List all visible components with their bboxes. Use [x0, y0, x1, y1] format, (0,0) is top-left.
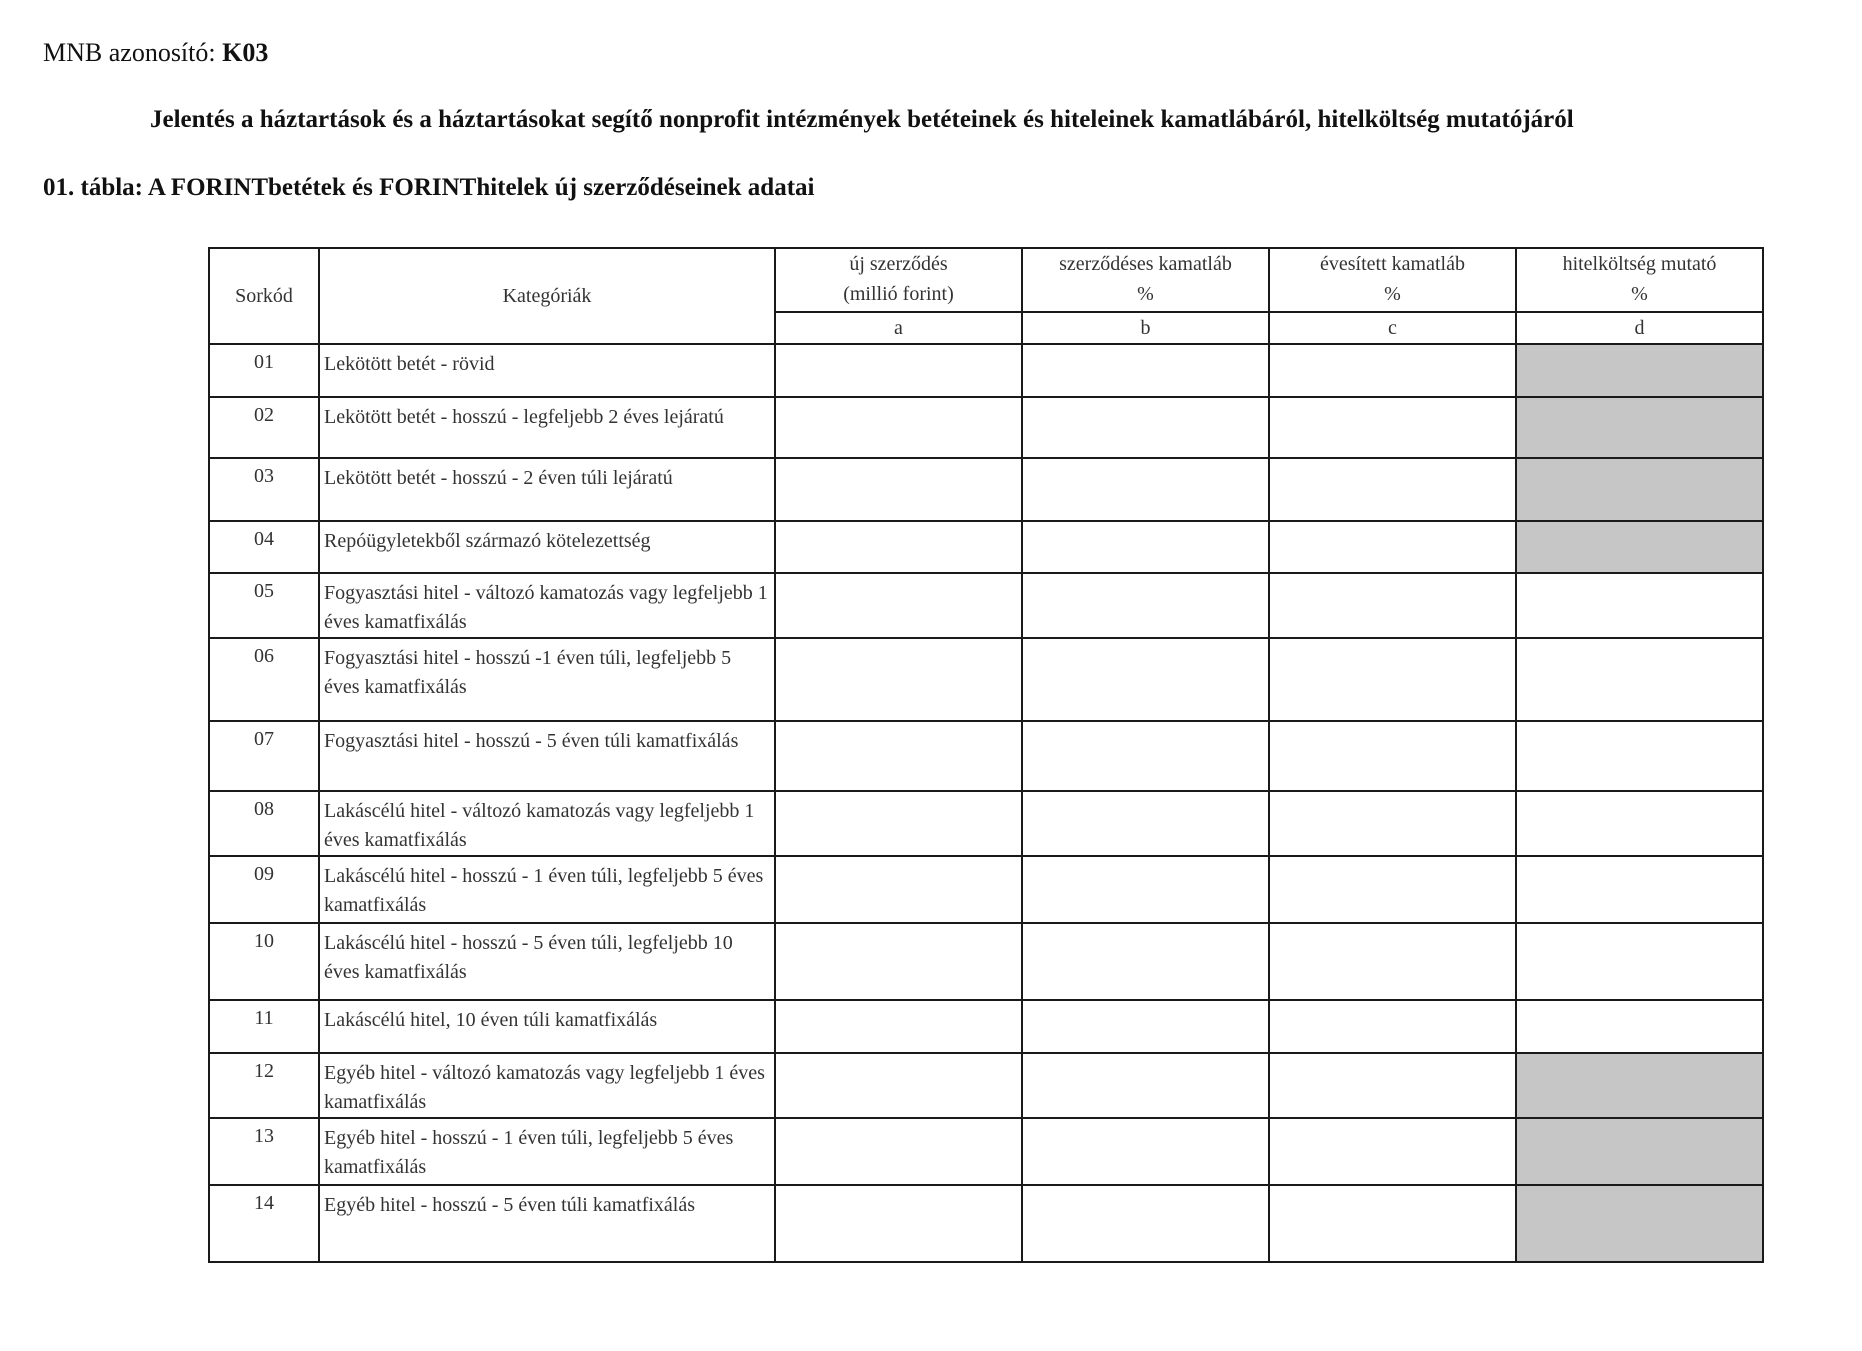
row-category: Egyéb hitel - hosszú - 5 éven túli kamatfixálás: [319, 1185, 775, 1262]
row-category: Lekötött betét - hosszú - legfeljebb 2 éves lejáratú: [319, 397, 775, 458]
column-letter-d: d: [1516, 312, 1763, 344]
table-row: [209, 573, 1763, 638]
input-cell-b[interactable]: [1022, 521, 1269, 573]
header-col-c-line1: évesített kamatláb: [1320, 253, 1465, 275]
row-category: Fogyasztási hitel - változó kamatozás vagy legfeljebb 1 éves kamatfixálás: [319, 573, 775, 638]
shaded-cell-d: [1516, 397, 1763, 458]
mnb-identifier: [43, 38, 268, 68]
input-cell-a[interactable]: [775, 791, 1022, 856]
input-cell-d[interactable]: [1516, 923, 1763, 1000]
table-row: [209, 1185, 1763, 1262]
input-cell-b[interactable]: [1022, 1053, 1269, 1118]
header-col-c-line2: %: [1384, 283, 1401, 305]
input-cell-c[interactable]: [1269, 1185, 1516, 1262]
input-cell-c[interactable]: [1269, 573, 1516, 638]
table-row: [209, 1000, 1763, 1053]
row-category: Lekötött betét - hosszú - 2 éven túli lejáratú: [319, 458, 775, 521]
column-letter-b: b: [1022, 312, 1269, 344]
header-col-d-line2: %: [1631, 283, 1648, 305]
input-cell-b[interactable]: [1022, 721, 1269, 791]
input-cell-c[interactable]: [1269, 923, 1516, 1000]
input-cell-c[interactable]: [1269, 638, 1516, 721]
input-cell-d[interactable]: [1516, 1000, 1763, 1053]
input-cell-a[interactable]: [775, 573, 1022, 638]
table-row: [209, 1053, 1763, 1118]
header-sorkod: Sorkód: [209, 248, 319, 344]
header-col-a-line1: új szerződés: [849, 253, 948, 275]
input-cell-a[interactable]: [775, 1053, 1022, 1118]
input-cell-c[interactable]: [1269, 791, 1516, 856]
input-cell-c[interactable]: [1269, 1000, 1516, 1053]
row-code: 08: [209, 791, 319, 856]
input-cell-c[interactable]: [1269, 344, 1516, 397]
column-letter-c: c: [1269, 312, 1516, 344]
input-cell-a[interactable]: [775, 397, 1022, 458]
table-row: [209, 344, 1763, 397]
shaded-cell-d: [1516, 521, 1763, 573]
row-code: 01: [209, 344, 319, 397]
row-category: Lakáscélú hitel - hosszú - 5 éven túli, legfeljebb 10 éves kamatfixálás: [319, 923, 775, 1000]
table-row: [209, 1118, 1763, 1185]
row-code: 06: [209, 638, 319, 721]
table-row: [209, 521, 1763, 573]
input-cell-a[interactable]: [775, 521, 1022, 573]
mnb-label: MNB azonosító:: [43, 38, 216, 67]
input-cell-b[interactable]: [1022, 923, 1269, 1000]
input-cell-a[interactable]: [775, 1000, 1022, 1053]
table-row: [209, 856, 1763, 923]
input-cell-a[interactable]: [775, 856, 1022, 923]
row-category: Lakáscélú hitel - hosszú - 1 éven túli, legfeljebb 5 éves kamatfixálás: [319, 856, 775, 923]
input-cell-c[interactable]: [1269, 397, 1516, 458]
input-cell-a[interactable]: [775, 1185, 1022, 1262]
input-cell-d[interactable]: [1516, 856, 1763, 923]
shaded-cell-d: [1516, 1185, 1763, 1262]
input-cell-d[interactable]: [1516, 638, 1763, 721]
shaded-cell-d: [1516, 1053, 1763, 1118]
input-cell-c[interactable]: [1269, 1053, 1516, 1118]
row-code: 11: [209, 1000, 319, 1053]
table-row: [209, 458, 1763, 521]
row-category: Lakáscélú hitel, 10 éven túli kamatfixálás: [319, 1000, 775, 1053]
row-code: 04: [209, 521, 319, 573]
input-cell-b[interactable]: [1022, 856, 1269, 923]
header-col-b-line1: szerződéses kamatláb: [1059, 253, 1232, 275]
input-cell-b[interactable]: [1022, 1118, 1269, 1185]
row-code: 13: [209, 1118, 319, 1185]
input-cell-a[interactable]: [775, 344, 1022, 397]
header-col-d: [1516, 248, 1763, 312]
row-category: Egyéb hitel - hosszú - 1 éven túli, legfeljebb 5 éves kamatfixálás: [319, 1118, 775, 1185]
table-row: [209, 397, 1763, 458]
shaded-cell-d: [1516, 1118, 1763, 1185]
table-row: [209, 791, 1763, 856]
input-cell-b[interactable]: [1022, 638, 1269, 721]
header-row: [209, 248, 1763, 312]
input-cell-a[interactable]: [775, 923, 1022, 1000]
row-code: 12: [209, 1053, 319, 1118]
input-cell-d[interactable]: [1516, 791, 1763, 856]
row-category: Repóügyletekből származó kötelezettség: [319, 521, 775, 573]
input-cell-c[interactable]: [1269, 1118, 1516, 1185]
input-cell-b[interactable]: [1022, 573, 1269, 638]
input-cell-b[interactable]: [1022, 1185, 1269, 1262]
row-category: Lakáscélú hitel - változó kamatozás vagy legfeljebb 1 éves kamatfixálás: [319, 791, 775, 856]
data-table: [208, 247, 1764, 1263]
input-cell-d[interactable]: [1516, 721, 1763, 791]
row-code: 14: [209, 1185, 319, 1262]
input-cell-b[interactable]: [1022, 397, 1269, 458]
row-code: 05: [209, 573, 319, 638]
input-cell-b[interactable]: [1022, 458, 1269, 521]
row-category: Lekötött betét - rövid: [319, 344, 775, 397]
row-code: 09: [209, 856, 319, 923]
input-cell-b[interactable]: [1022, 791, 1269, 856]
table-row: [209, 923, 1763, 1000]
header-col-b-line2: %: [1137, 283, 1154, 305]
table-row: [209, 638, 1763, 721]
report-title: Jelentés a háztartások és a háztartásokat segítő nonprofit intézmények betéteinek és hiteleinek kamatlábáról, hitelköltség mutatójáról: [150, 106, 1574, 133]
input-cell-b[interactable]: [1022, 344, 1269, 397]
table-row: [209, 721, 1763, 791]
input-cell-c[interactable]: [1269, 856, 1516, 923]
input-cell-c[interactable]: [1269, 458, 1516, 521]
input-cell-a[interactable]: [775, 721, 1022, 791]
row-code: 10: [209, 923, 319, 1000]
row-category: Egyéb hitel - változó kamatozás vagy legfeljebb 1 éves kamatfixálás: [319, 1053, 775, 1118]
header-col-d-line1: hitelköltség mutató: [1562, 253, 1717, 275]
header-col-c: [1269, 248, 1516, 312]
table-title: 01. tábla: A FORINTbetétek és FORINThitelek új szerződéseinek adatai: [43, 174, 815, 201]
shaded-cell-d: [1516, 344, 1763, 397]
input-cell-a[interactable]: [775, 1118, 1022, 1185]
header-kategoriak: Kategóriák: [319, 248, 775, 344]
shaded-cell-d: [1516, 458, 1763, 521]
column-letter-a: a: [775, 312, 1022, 344]
header-col-a: [775, 248, 1022, 312]
input-cell-a[interactable]: [775, 638, 1022, 721]
input-cell-b[interactable]: [1022, 1000, 1269, 1053]
input-cell-a[interactable]: [775, 458, 1022, 521]
header-col-a-line2: (millió forint): [843, 283, 954, 305]
row-code: 02: [209, 397, 319, 458]
input-cell-c[interactable]: [1269, 521, 1516, 573]
row-code: 07: [209, 721, 319, 791]
input-cell-c[interactable]: [1269, 721, 1516, 791]
header-col-b: [1022, 248, 1269, 312]
row-category: Fogyasztási hitel - hosszú -1 éven túli, legfeljebb 5 éves kamatfixálás: [319, 638, 775, 721]
mnb-code: K03: [222, 38, 269, 67]
row-category: Fogyasztási hitel - hosszú - 5 éven túli kamatfixálás: [319, 721, 775, 791]
row-code: 03: [209, 458, 319, 521]
input-cell-d[interactable]: [1516, 573, 1763, 638]
